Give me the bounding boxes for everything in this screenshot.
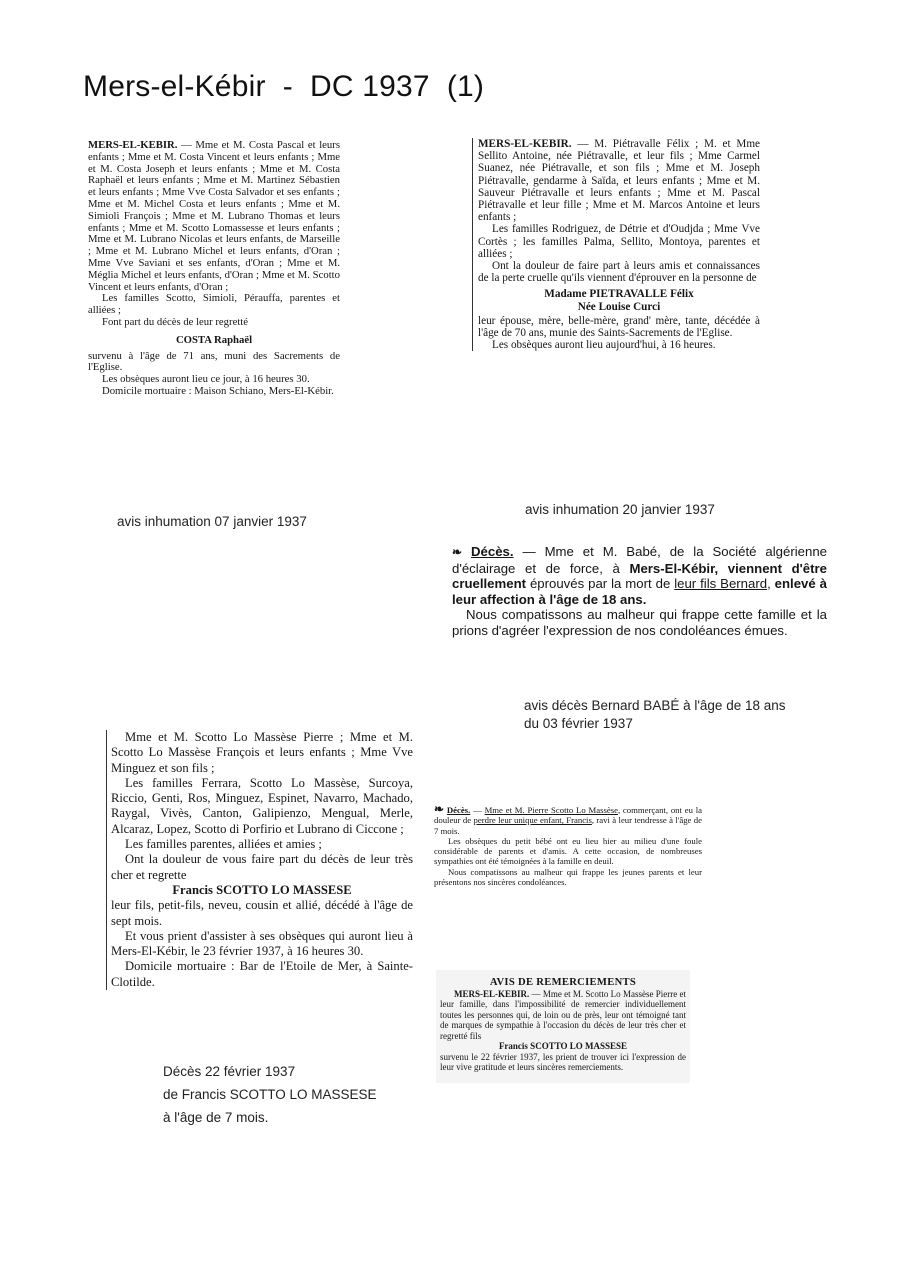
clip6-heading: AVIS DE REMERCIEMENTS bbox=[489, 977, 637, 988]
clip3-text-f: enlevé à leur affection à l'âge de 18 ans. bbox=[452, 576, 827, 607]
clip5-text-e: , ravi à leur tendresse à l'âge de 7 mois. bbox=[434, 815, 702, 836]
clip5-text-c: , commerçant, ont eu la douleur de bbox=[434, 805, 702, 826]
clip5-condolences: Nous compatissons au malheur qui frappe les jeunes parents et leur présentons nos sincères condoléances. bbox=[434, 866, 702, 888]
clip3-text-d: leur fils Bernard bbox=[674, 576, 768, 592]
clip6-place: MERS-EL-KEBIR. bbox=[454, 988, 530, 999]
caption-clip1: avis inhumation 07 janvier 1937 bbox=[117, 514, 307, 529]
clip2-announce: Ont la douleur de faire part à leurs amis et connaissances de la perte cruelle qu'ils viennent d'éprouver en la personne de bbox=[478, 260, 760, 285]
clip2-place: MERS-EL-KEBIR. bbox=[478, 138, 572, 150]
clip3-condolences: Nous compatissons au malheur qui frappe cette famille et la prions d'agréer l'expression de nos condoléances émues. bbox=[452, 607, 827, 638]
caption-clip4-line2: de Francis SCOTTO LO MASSESE bbox=[163, 1087, 377, 1102]
clip6-body: — Mme et M. Scotto Lo Massèse Pierre et leur famille, dans l'impossibilité de remercier individuellement toutes les personnes qui, de loin ou de près, leur ont témoigné tant de marques de sympathie à l'occasion du décès de leur très cher et regretté fils bbox=[440, 988, 686, 1041]
clip3-text-b: Mers-El-Kébir, viennent d'être cruellement bbox=[452, 560, 827, 592]
page-title: Mers-el-Kébir - DC 1937 (1) bbox=[83, 70, 485, 103]
clip4-funeral: Et vous prient d'assister à ses obsèques qui auront lieu à Mers-El-Kébir, le 23 février 1937, à 16 heures 30. bbox=[111, 928, 413, 959]
clip4-details: leur fils, petit-fils, neveu, cousin et allié, décédé à l'âge de sept mois. bbox=[111, 898, 413, 928]
clip2-maiden-name: Née Louise Curci bbox=[577, 300, 661, 313]
clip2-funeral: Les obsèques auront lieu aujourd'hui, à 16 heures. bbox=[492, 339, 716, 352]
caption-clip4-line1: Décès 22 février 1937 bbox=[163, 1064, 296, 1079]
clip3-heading: Décès. bbox=[471, 544, 514, 559]
clip1-family-list: — Mme et M. Costa Pascal et leurs enfants ; Mme et M. Costa Vincent et leurs enfants ; Mme et M. Costa Joseph et leurs enfants ; Mme et M. Costa Raphaël et leurs enfants ; Mme et M. Martinez Sébastien et leurs enfants ; Mme Vve Costa Salvador et ses enfants ; Mme et M. Michel Costa et leurs enfants ; Mme et M. Simioli François ; Mme et M. Lubrano Thomas et leurs enfants ; Mme et M. Scotto Lomassesse et leurs enfants ; Mme et M. Lubrano Nicolas et leurs enfants, de Marseille ; Mme et M. Lubrano Michel et leurs enfants, d'Oran ; Mme Vve Saviani et ses enfants, d'Oran ; Mme et M. Méglia Michel et leurs enfants, d'Oran ; Mme et M. Scotto Vincent et leurs enfants, d'Oran ; bbox=[88, 139, 340, 293]
clip1-intro bbox=[88, 140, 340, 293]
clip2-deceased-name: Madame PIETRAVALLE Félix bbox=[544, 288, 694, 301]
clip5-text-a: — bbox=[470, 805, 485, 815]
clip1-funeral: Les obsèques auront lieu ce jour, à 16 heures 30. bbox=[102, 373, 310, 386]
clip5-text-d: perdre leur unique enfant, Francis bbox=[473, 815, 592, 826]
caption-clip3-line1: avis décès Bernard BABÉ à l'âge de 18 ans bbox=[524, 698, 786, 713]
clip4-deceased-name: Francis SCOTTO LO MASSESE bbox=[172, 882, 352, 897]
clip2-intro bbox=[478, 138, 760, 223]
clipping-pietravalle bbox=[472, 138, 760, 351]
caption-clip2: avis inhumation 20 janvier 1937 bbox=[525, 502, 715, 517]
ornament-icon: ❧ bbox=[434, 802, 445, 816]
clipping-remerciements bbox=[436, 970, 690, 1083]
clip4-announce: Ont la douleur de vous faire part du décès de leur très cher et regrette bbox=[111, 852, 413, 882]
clip2-details: leur épouse, mère, belle-mère, grand' mère, tante, décédée à l'âge de 70 ans, munie des Saints-Sacrements de l'Eglise. bbox=[478, 314, 760, 340]
clip1-announce: Font part du décès de leur regretté bbox=[102, 315, 249, 328]
clip6-text bbox=[440, 989, 686, 1042]
clip3-text-e: , bbox=[767, 576, 775, 592]
clip1-details: survenu à l'âge de 71 ans, muni des Sacrements de l'Eglise. bbox=[88, 349, 340, 374]
clip5-announce bbox=[434, 804, 702, 836]
clip2-family-list: — M. Piétravalle Félix ; M. et Mme Sellito Antoine, née Piétravalle, et leur fils ; Mme Carmel Suanez, née Piétravalle, et son fils ; Mme et M. Joseph Piétravalle, gendarme à Saïda, et leurs enfants ; Mme et M. Sauveur Piétravalle et leurs enfants ; Mme et M. Pascal Piétravalle et leur fille ; Mme et M. Marcos Antoine et leurs enfants ; bbox=[478, 138, 760, 224]
clip1-residence: Domicile mortuaire : Maison Schiano, Mers-El-Kébir. bbox=[102, 384, 334, 397]
clipping-babe bbox=[452, 544, 827, 639]
caption-clip4-line3: à l'âge de 7 mois. bbox=[163, 1110, 269, 1125]
clip3-announce bbox=[452, 544, 827, 607]
clipping-scotto-lo-massese bbox=[106, 730, 413, 990]
clip5-heading: Décès. bbox=[446, 805, 471, 815]
clip1-place: MERS-EL-KEBIR. bbox=[88, 139, 178, 151]
clip1-deceased-name: COSTA Raphaël bbox=[175, 333, 253, 346]
clip3-text-c: éprouvés par la mort de bbox=[526, 576, 675, 592]
clipping-scotto-deces bbox=[434, 804, 702, 887]
ornament-icon: ❧ bbox=[452, 545, 463, 559]
clip1-families: Les familles Scotto, Simioli, Pérauffa, parentes et alliées ; bbox=[88, 292, 340, 317]
clip4-families: Les familles Ferrara, Scotto Lo Massèse, Surcoya, Riccio, Genti, Ros, Minguez, Espinet, Navarro, Machado, Raygal, Vivès, Canton, Galipienzo, Mengual, Merle, Alcaraz, Lopez, Scotto di Porfirio et Lubrano di Ciccone ; bbox=[111, 775, 413, 836]
clip4-family-list: Mme et M. Scotto Lo Massèse Pierre ; Mme et M. Scotto Lo Massèse François et leurs enfants ; Mme Vve Minguez et son fils ; bbox=[111, 730, 413, 775]
clip6-deceased-name: Francis SCOTTO LO MASSESE bbox=[498, 1041, 628, 1051]
caption-clip3-line2: du 03 février 1937 bbox=[524, 716, 633, 731]
clip4-residence: Domicile mortuaire : Bar de l'Etoile de Mer, à Sainte-Clotilde. bbox=[111, 959, 413, 989]
clip5-text-b: Mme et M. Pierre Scotto Lo Massèse bbox=[484, 805, 618, 815]
clip4-relatives: Les familles parentes, alliées et amies ; bbox=[125, 837, 322, 852]
clipping-costa bbox=[88, 140, 340, 398]
clip2-families: Les familles Rodriguez, de Détrie et d'Oudjda ; Mme Vve Cortès ; les familles Palma, Sellito, Montoya, parentes et alliées ; bbox=[478, 223, 760, 260]
clip5-funeral: Les obsèques du petit bébé ont eu lieu hier au milieu d'une foule considérable de parents et d'amis. A cette occasion, de nombreuses sympathies ont été témoignées à la famille en deuil. bbox=[434, 835, 702, 867]
clip3-text-a: — Mme et M. Babé, de la Société algérienne d'éclairage et de force, à bbox=[452, 544, 827, 576]
clip6-thanks: survenu le 22 février 1937, les prient de trouver ici l'expression de leur vive gratitude et leurs sincères remerciements. bbox=[440, 1051, 686, 1072]
